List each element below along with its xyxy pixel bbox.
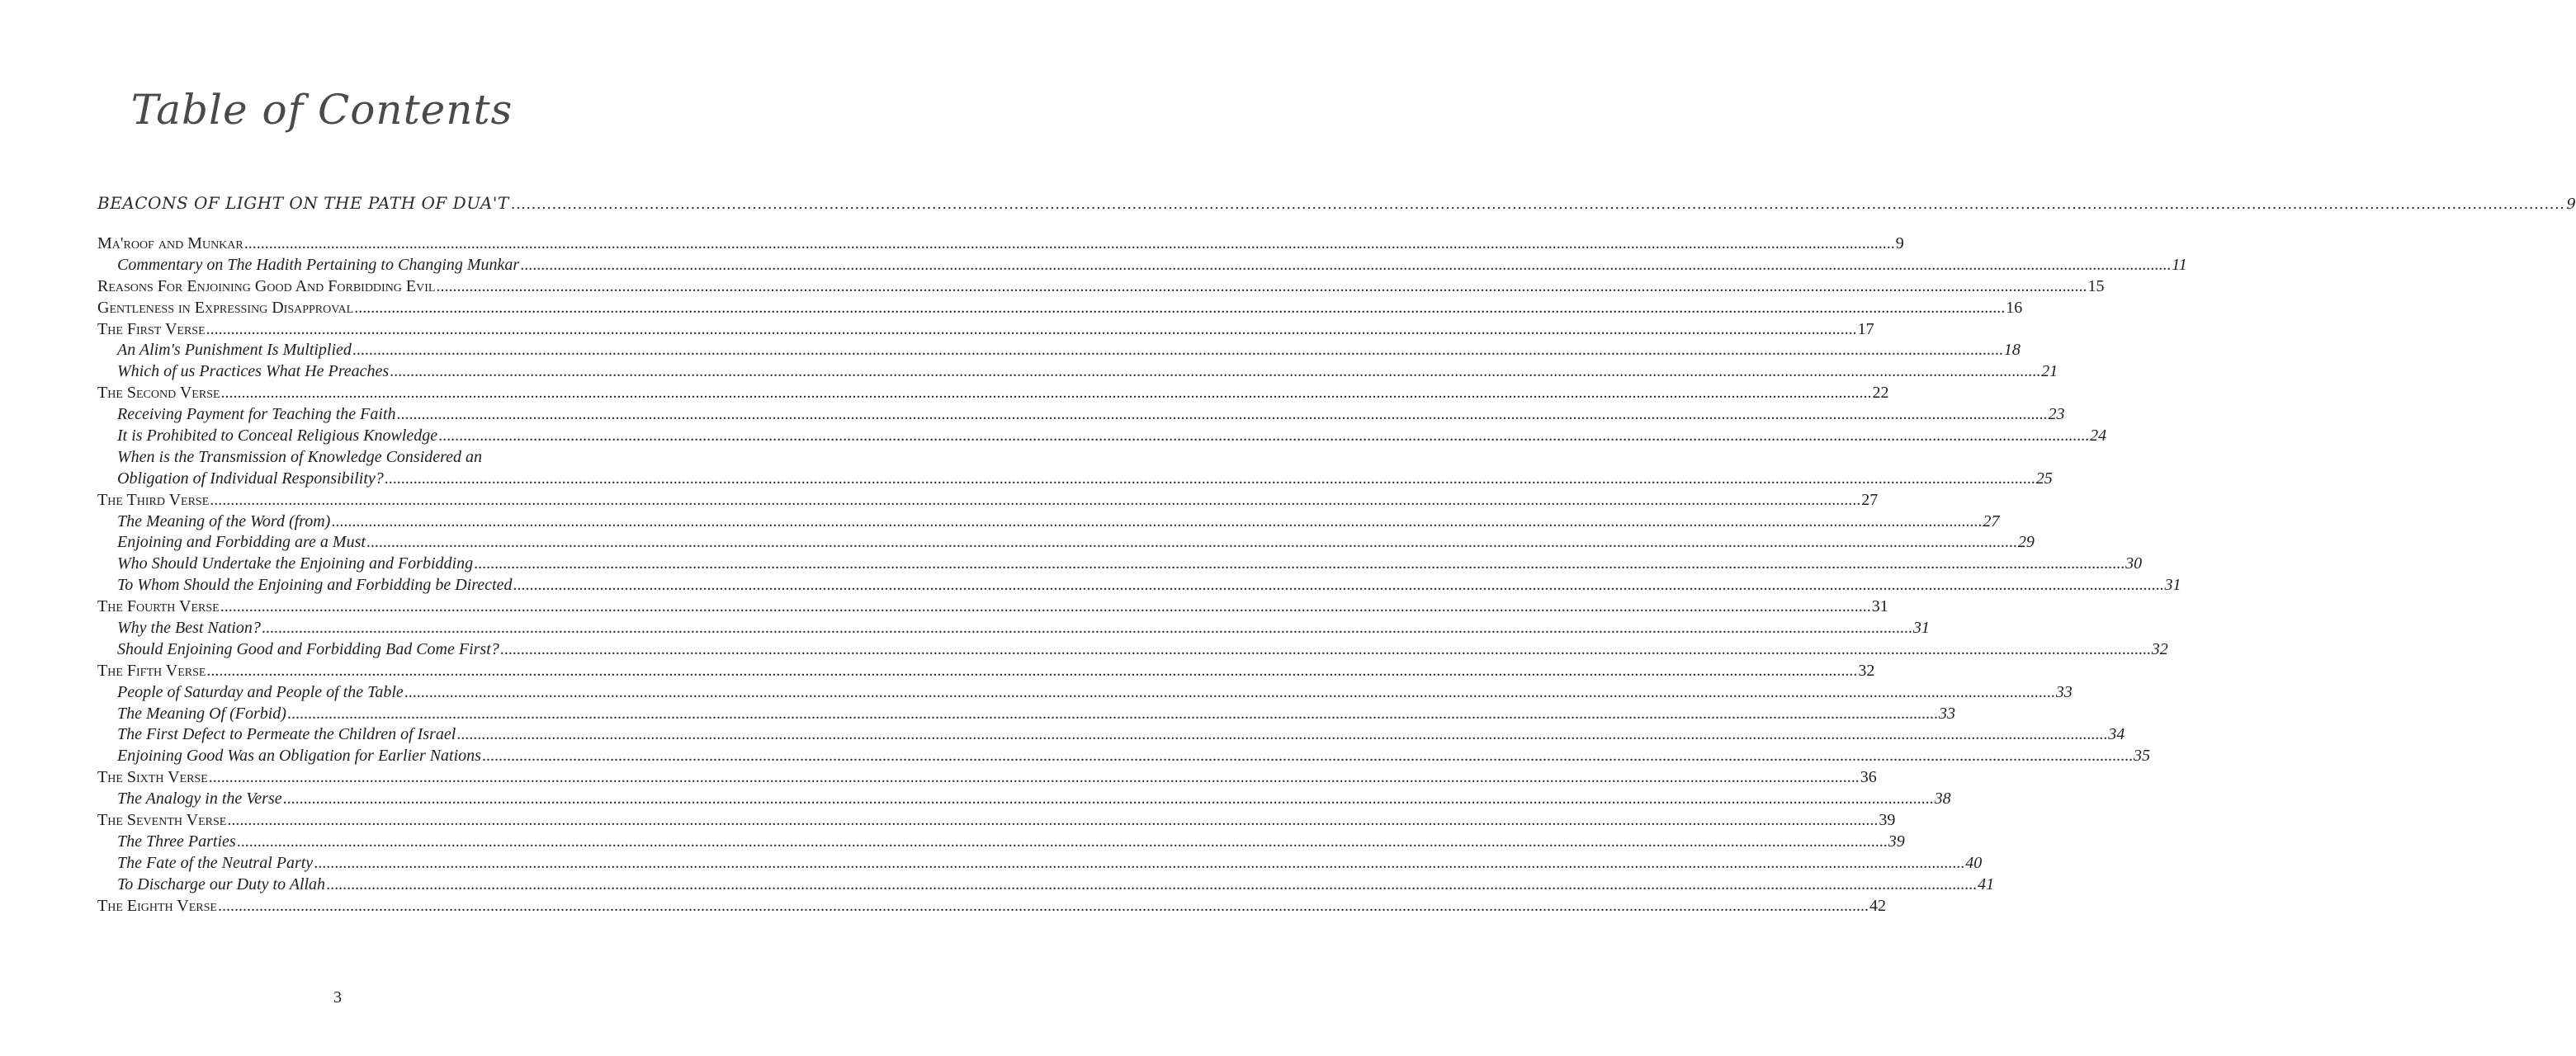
toc-entry-page-number: 31: [1912, 619, 1930, 638]
toc-entry-page-number: 34: [2108, 725, 2125, 744]
toc-entry: [97, 661, 1875, 682]
toc-entry-label: Commentary on The Hadith Pertaining to Changing Munkar: [117, 255, 520, 274]
toc-entry: [97, 704, 1955, 725]
dot-leader: ................................................................................................................................................................................................................................................................................................................................................................................................................: [243, 234, 1895, 252]
toc-entry-label: The First Defect to Permeate the Children of Israel: [117, 725, 456, 744]
toc-entry: [97, 874, 1995, 896]
page-number: 3: [333, 988, 342, 1006]
toc-entry-label: The Meaning Of (Forbid): [117, 704, 286, 723]
dot-leader: ................................................................................................................................................................................................................................................................................................................................................................................................................: [474, 554, 2125, 573]
toc-entry-page-number: 23: [2048, 405, 2065, 424]
chapter-label: BEACONS OF LIGHT ON THE PATH OF DUA'T: [97, 193, 509, 213]
toc-entry: [97, 810, 1896, 832]
toc-entry: [97, 639, 2168, 661]
dot-leader: ................................................................................................................................................................................................................................................................................................................................................................................................................: [390, 362, 2041, 381]
toc-chapter-heading: [97, 193, 2576, 213]
toc-entry-label: To Whom Should the Enjoining and Forbidding be Directed: [117, 576, 513, 595]
toc-entry-label: Obligation of Individual Responsibility?: [117, 469, 384, 488]
toc-entry-label: The Fifth Verse: [97, 661, 206, 680]
toc-entry-page-number: 41: [1978, 874, 1995, 893]
dot-leader: ................................................................................................................................................................................................................................................................................................................................................................................................................: [236, 832, 1888, 851]
toc-entry-page-number: 21: [2041, 362, 2058, 381]
toc-entry-page-number: 32: [2151, 639, 2168, 658]
toc-entry-label: Gentleness in Expressing Disapproval: [97, 298, 354, 317]
toc-entry: [97, 447, 598, 469]
dot-leader: ................................................................................................................................................................................................................................................................................................................................................................................................................: [510, 196, 2565, 213]
toc-entry: [97, 618, 1930, 639]
dot-leader: ................................................................................................................................................................................................................................................................................................................................................................................................................: [481, 747, 2133, 766]
toc-entry: [97, 319, 1874, 341]
dot-leader: ................................................................................................................................................................................................................................................................................................................................................................................................................: [438, 427, 2090, 446]
toc-entry-label: Which of us Practices What He Preaches: [117, 362, 390, 381]
toc-entry: [97, 340, 2021, 361]
dot-leader: ................................................................................................................................................................................................................................................................................................................................................................................................................: [261, 619, 1912, 638]
toc-entry-label: Receiving Payment for Teaching the Faith: [117, 405, 396, 424]
page-title: Table of Contents: [130, 86, 513, 134]
toc-entry-page-number: 33: [1938, 704, 1955, 723]
toc-entry-page-number: 40: [1965, 853, 1983, 872]
toc-entry-page-number: 27: [1983, 512, 2000, 530]
dot-leader: ................................................................................................................................................................................................................................................................................................................................................................................................................: [366, 533, 2017, 552]
toc-entry-label: Enjoining Good Was an Obligation for Earlier Nations: [117, 747, 481, 766]
toc-entry-page-number: 42: [1869, 896, 1886, 915]
toc-entry-page-number: 31: [1871, 597, 1888, 616]
dot-leader: ................................................................................................................................................................................................................................................................................................................................................................................................................: [220, 597, 1871, 616]
toc-entry-page-number: 33: [2055, 682, 2073, 701]
toc-entry-page-number: 17: [1857, 319, 1874, 338]
toc-entry-label: The Eighth Verse: [97, 896, 217, 915]
toc-entry-label: The Seventh Verse: [97, 811, 227, 830]
table-of-contents: [97, 233, 2187, 917]
toc-entry-page-number: 32: [1858, 661, 1875, 680]
dot-leader: ................................................................................................................................................................................................................................................................................................................................................................................................................: [520, 255, 2172, 274]
toc-entry-page-number: 39: [1879, 811, 1896, 830]
dot-leader: ................................................................................................................................................................................................................................................................................................................................................................................................................: [404, 682, 2055, 701]
dot-leader: ................................................................................................................................................................................................................................................................................................................................................................................................................: [513, 576, 2164, 595]
toc-entry-label: Why the Best Nation?: [117, 619, 261, 638]
toc-entry: [97, 832, 1905, 853]
toc-entry-label: When is the Transmission of Knowledge Considered an: [117, 447, 483, 466]
toc-entry: [97, 298, 2023, 319]
toc-entry-page-number: 27: [1861, 490, 1879, 509]
toc-entry-label: The Fourth Verse: [97, 597, 220, 616]
toc-entry: [97, 896, 1886, 917]
toc-entry-page-number: 30: [2125, 554, 2143, 573]
dot-leader: ................................................................................................................................................................................................................................................................................................................................................................................................................: [206, 319, 1857, 338]
toc-entry-page-number: 31: [2164, 576, 2181, 595]
toc-entry: [97, 724, 2125, 746]
toc-entry-label: It is Prohibited to Conceal Religious Knowledge: [117, 427, 438, 446]
dot-leader: ................................................................................................................................................................................................................................................................................................................................................................................................................: [499, 639, 2151, 658]
toc-entry: [97, 512, 2000, 533]
toc-entry-label: People of Saturday and People of the Table: [117, 682, 404, 701]
toc-entry-page-number: 11: [2172, 255, 2187, 274]
toc-entry: [97, 575, 2181, 596]
toc-entry-label: Ma'roof and Munkar: [97, 234, 243, 252]
chapter-page-number: 9: [2566, 196, 2576, 213]
dot-leader: ................................................................................................................................................................................................................................................................................................................................................................................................................: [210, 490, 1861, 509]
dot-leader: ................................................................................................................................................................................................................................................................................................................................................................................................................: [206, 661, 1858, 680]
toc-entry: [97, 276, 2105, 298]
dot-leader: ................................................................................................................................................................................................................................................................................................................................................................................................................: [286, 704, 1938, 723]
toc-entry: [97, 383, 1889, 404]
toc-entry: [97, 490, 1879, 512]
toc-entry-page-number: 35: [2133, 747, 2150, 766]
dot-leader: ................................................................................................................................................................................................................................................................................................................................................................................................................: [208, 768, 1860, 787]
toc-entry-label: The Sixth Verse: [97, 768, 208, 787]
dot-leader: ................................................................................................................................................................................................................................................................................................................................................................................................................: [456, 725, 2108, 744]
toc-entry: [97, 746, 2150, 767]
dot-leader: ................................................................................................................................................................................................................................................................................................................................................................................................................: [220, 384, 1872, 403]
toc-entry: [97, 361, 2058, 383]
toc-entry: [97, 682, 2073, 704]
toc-entry-label: The First Verse: [97, 319, 206, 338]
toc-entry-label: Who Should Undertake the Enjoining and Forbidding: [117, 554, 474, 573]
dot-leader: ................................................................................................................................................................................................................................................................................................................................................................................................................: [436, 276, 2087, 295]
dot-leader: ................................................................................................................................................................................................................................................................................................................................................................................................................: [326, 874, 1978, 893]
dot-leader: ................................................................................................................................................................................................................................................................................................................................................................................................................: [396, 405, 2048, 424]
toc-entry-page-number: 16: [2006, 298, 2023, 317]
toc-entry-page-number: 22: [1872, 384, 1889, 403]
toc-entry-label: The Third Verse: [97, 490, 210, 509]
toc-entry: [97, 426, 2107, 447]
toc-entry-page-number: 9: [1895, 234, 1904, 252]
toc-entry: [97, 404, 2065, 426]
toc-entry: [97, 596, 1888, 618]
toc-entry: [97, 532, 2035, 554]
toc-entry-label: The Fate of the Neutral Party: [117, 853, 314, 872]
dot-leader: ................................................................................................................................................................................................................................................................................................................................................................................................................: [314, 853, 1965, 872]
toc-entry: [97, 469, 2053, 490]
toc-entry-page-number: 18: [2003, 341, 2021, 360]
toc-entry-page-number: 39: [1888, 832, 1905, 851]
toc-entry-label: Enjoining and Forbidding are a Must: [117, 533, 366, 552]
toc-entry-page-number: 36: [1860, 768, 1877, 787]
dot-leader: ................................................................................................................................................................................................................................................................................................................................................................................................................: [331, 512, 1983, 530]
dot-leader: ................................................................................................................................................................................................................................................................................................................................................................................................................: [384, 469, 2035, 488]
toc-entry-label: The Analogy in the Verse: [117, 790, 282, 808]
dot-leader: ................................................................................................................................................................................................................................................................................................................................................................................................................: [352, 341, 2003, 360]
toc-entry-page-number: 24: [2090, 427, 2107, 446]
toc-entry: [97, 767, 1877, 789]
toc-entry-label: Reasons For Enjoining Good And Forbidding Evil: [97, 276, 436, 295]
toc-entry-page-number: 15: [2087, 276, 2105, 295]
toc-entry: [97, 233, 1904, 255]
toc-entry-page-number: 25: [2035, 469, 2053, 488]
toc-entry-label: To Discharge our Duty to Allah: [117, 874, 326, 893]
toc-entry: [97, 255, 2187, 276]
toc-entry-label: Should Enjoining Good and Forbidding Bad Come First?: [117, 639, 499, 658]
toc-entry-label: The Second Verse: [97, 384, 220, 403]
toc-entry-label: An Alim's Punishment Is Multiplied: [117, 341, 352, 360]
toc-entry-page-number: 38: [1934, 790, 1951, 808]
toc-entry: [97, 853, 1983, 874]
dot-leader: ................................................................................................................................................................................................................................................................................................................................................................................................................: [354, 298, 2006, 317]
dot-leader: ................................................................................................................................................................................................................................................................................................................................................................................................................: [282, 790, 1934, 808]
toc-entry-label: The Meaning of the Word (from): [117, 512, 331, 530]
toc-entry: [97, 789, 1951, 810]
dot-leader: ................................................................................................................................................................................................................................................................................................................................................................................................................: [227, 811, 1879, 830]
dot-leader: ................................................................................................................................................................................................................................................................................................................................................................................................................: [217, 896, 1869, 915]
toc-entry-label: The Three Parties: [117, 832, 236, 851]
toc-entry-page-number: 29: [2017, 533, 2035, 552]
toc-entry: [97, 554, 2143, 575]
